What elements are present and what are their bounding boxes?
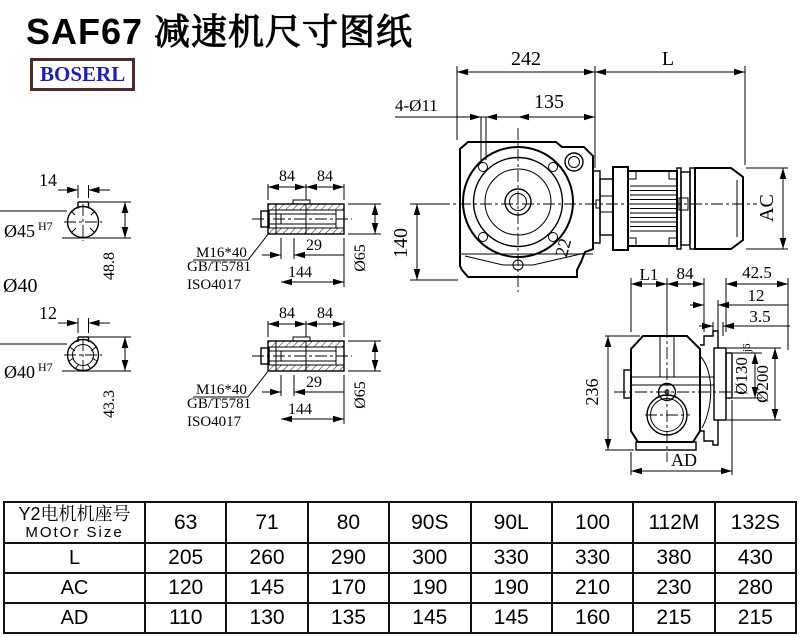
table-cell: 145 <box>389 603 470 633</box>
table-cell: 145 <box>226 573 307 603</box>
table-cell: 330 <box>471 543 552 573</box>
dim-L1-label: L1 <box>639 265 659 284</box>
table-cell: 290 <box>308 543 389 573</box>
detail-a-std1-label: GB/T5781 <box>187 259 252 275</box>
row-label-L: L <box>4 543 145 573</box>
table-header-motor-size <box>4 502 145 543</box>
shaft-end-upper-view <box>0 170 131 297</box>
dim-42-5-label: 42.5 <box>742 263 772 282</box>
side-view-geometry <box>614 326 742 462</box>
detail-b-thread-label: M16*40 <box>196 382 247 398</box>
dim-200-label: Ø200 <box>753 365 772 403</box>
motor-fins <box>630 186 676 231</box>
dim-84-label: 84 <box>676 264 694 283</box>
bore-upper-tolerance: H7 <box>38 219 53 233</box>
table-cell: 280 <box>715 573 796 603</box>
table-cell: 215 <box>633 603 714 633</box>
table-cell: 215 <box>715 603 796 633</box>
side-view <box>582 263 790 475</box>
table-cell: 135 <box>308 603 389 633</box>
dim-22-label: 22 <box>551 236 576 259</box>
dim-AC-label: AC <box>756 194 778 222</box>
motor-size-label-cn: Y2电机机座号 <box>18 504 131 524</box>
front-view-dimensions <box>395 66 788 280</box>
detail-b-std1-label: GB/T5781 <box>187 396 252 412</box>
dim-135-label: 135 <box>534 91 564 113</box>
table-cell: 205 <box>145 543 226 573</box>
detail-b-84b-label: 84 <box>317 305 333 322</box>
row-label-AC: AC <box>4 573 145 603</box>
keyway-width-upper-label: 14 <box>39 170 57 190</box>
solid-shaft-label: Ø40 <box>3 275 38 297</box>
motor-geometry <box>593 167 743 250</box>
dim-130-tolerance: j6 <box>741 343 753 352</box>
table-cell: 380 <box>633 543 714 573</box>
size-col-header: 80 <box>308 502 389 543</box>
dim-3-5-label: 3.5 <box>749 307 771 326</box>
keyway-width-lower-label: 12 <box>39 303 57 323</box>
dimension-table <box>3 501 797 634</box>
dim-12-label: 12 <box>747 286 765 305</box>
table-cell: 260 <box>226 543 307 573</box>
dim-140-label: 140 <box>390 228 412 258</box>
motor-size-label-en: MOtOr Size <box>25 524 124 541</box>
row-label-AD: AD <box>4 603 145 633</box>
detail-b-84a-label: 84 <box>279 305 295 322</box>
detail-b-144-label: 144 <box>288 401 312 418</box>
dim-130-label: Ø130 <box>732 357 751 395</box>
shaft-end-lower-view <box>0 303 131 418</box>
detail-b-std2-label: ISO4017 <box>187 414 242 430</box>
size-col-header: 100 <box>552 502 633 543</box>
table-cell: 190 <box>389 573 470 603</box>
table-cell: 170 <box>308 573 389 603</box>
table-cell: 300 <box>389 543 470 573</box>
shaft-detail-upper-view <box>187 168 381 293</box>
table-row-AD <box>4 603 796 633</box>
detail-a-84a-label: 84 <box>279 168 295 185</box>
table-cell: 130 <box>226 603 307 633</box>
dim-236-label: 236 <box>582 378 602 406</box>
size-col-header: 71 <box>226 502 307 543</box>
keyway-depth-lower-label: 43.3 <box>101 390 118 418</box>
detail-a-29-label: 29 <box>306 237 322 254</box>
detail-b-29-label: 29 <box>306 374 322 391</box>
dim-L-label: L <box>661 48 675 70</box>
table-cell: 110 <box>145 603 226 633</box>
table-cell: 160 <box>552 603 633 633</box>
table-cell: 145 <box>471 603 552 633</box>
detail-a-144-label: 144 <box>288 264 312 281</box>
detail-a-std2-label: ISO4017 <box>187 277 242 293</box>
front-view <box>390 48 788 292</box>
dim-AD-label: AD <box>671 450 697 470</box>
bore-lower-tolerance: H7 <box>38 360 53 374</box>
dim-4xd11-label: 4-Ø11 <box>395 96 438 115</box>
table-row-AC <box>4 573 796 603</box>
table-cell: 330 <box>552 543 633 573</box>
table-cell: 430 <box>715 543 796 573</box>
shaft-detail-lower-view <box>187 305 381 430</box>
table-cell: 120 <box>145 573 226 603</box>
table-cell: 230 <box>633 573 714 603</box>
dim-242-label: 242 <box>511 48 541 70</box>
size-col-header: 63 <box>145 502 226 543</box>
size-col-header: 90L <box>471 502 552 543</box>
size-col-header: 132S <box>715 502 796 543</box>
table-row-L <box>4 543 796 573</box>
detail-a-d65-label: Ø65 <box>352 244 369 272</box>
page-title: SAF67 减速机尺寸图纸 <box>26 11 414 52</box>
bore-upper-label: Ø45 <box>4 221 35 241</box>
detail-a-thread-label: M16*40 <box>196 245 247 261</box>
bore-lower-label: Ø40 <box>4 362 35 382</box>
detail-b-d65-label: Ø65 <box>352 381 369 409</box>
brand-logo-text: BOSERL <box>40 62 126 86</box>
table-cell: 190 <box>471 573 552 603</box>
table-cell: 210 <box>552 573 633 603</box>
size-col-header: 112M <box>633 502 714 543</box>
size-col-header: 90S <box>389 502 470 543</box>
keyway-depth-upper-label: 48.8 <box>101 252 118 280</box>
detail-a-84b-label: 84 <box>317 168 333 185</box>
